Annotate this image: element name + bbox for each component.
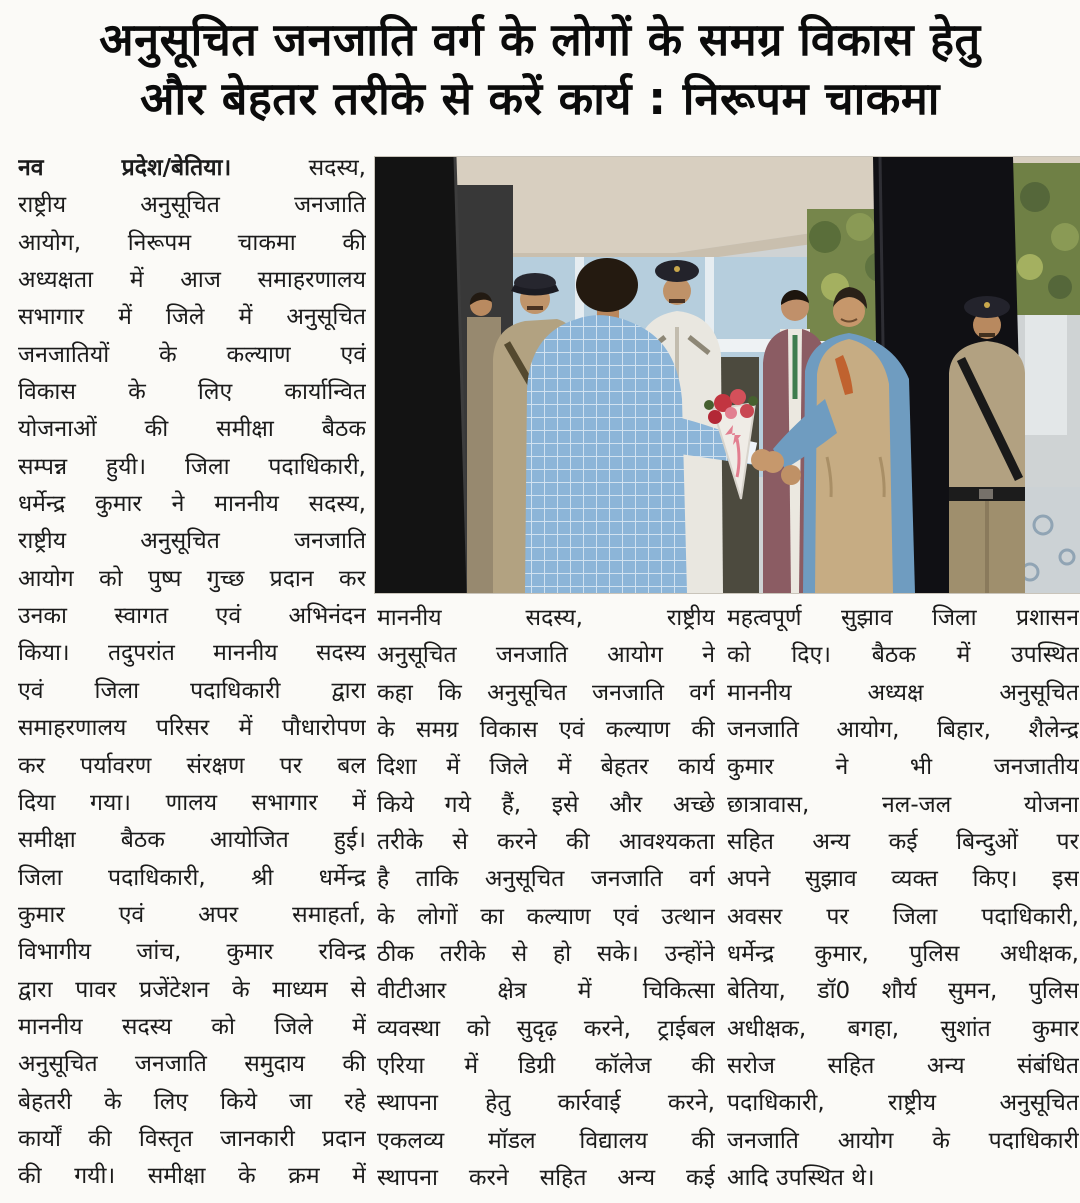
text-line: कुमार एवं अपर समाहर्ता, — [18, 901, 366, 928]
news-photo-illustration — [375, 157, 1080, 593]
text-line: किये गये हैं, इसे और अच्छे — [377, 791, 715, 818]
dateline-rest: सदस्य, — [231, 155, 366, 181]
text-line: अपने सुझाव व्यक्त किए। इस — [727, 866, 1079, 893]
text-line: आयोग, निरूपम चाकमा की — [18, 229, 366, 256]
text-line: है ताकि अनुसूचित जनजाति वर्ग — [377, 866, 715, 893]
text-line: कहा कि अनुसूचित जनजाति वर्ग — [377, 679, 715, 706]
text-line: के लोगों का कल्याण एवं उत्थान — [377, 903, 715, 930]
text-line: राष्ट्रीय अनुसूचित जनजाति — [18, 528, 366, 555]
article-column-right — [727, 600, 1079, 1198]
text-line: आदि उपस्थित थे। — [727, 1165, 875, 1192]
text-line: माननीय सदस्य, राष्ट्रीय — [377, 605, 715, 631]
headline-line-1: अनुसूचित जनजाति वर्ग के लोगों के समग्र विकास हेतु — [99, 13, 981, 66]
text-line: द्वारा पावर प्रजेंटेशन के माध्यम से — [18, 976, 366, 1003]
text-line: एरिया में डिग्री कॉलेज की — [377, 1053, 715, 1080]
photo-left-pillar — [375, 157, 468, 593]
photo-white-column — [1025, 315, 1067, 435]
text-line: माननीय अध्यक्ष अनुसूचित — [727, 679, 1079, 706]
text-line: एकलव्य मॉडल विद्यालय की — [377, 1127, 715, 1154]
text-line: आयोग को पुष्प गुच्छ प्रदान कर — [18, 565, 366, 592]
text-line: राष्ट्रीय अनुसूचित जनजाति — [18, 192, 366, 219]
text-line: किया। तदुपरांत माननीय सदस्य — [18, 640, 366, 667]
text-line: कर पर्यावरण संरक्षण पर बल — [18, 752, 366, 779]
text-line: अध्यक्षता में आज समाहरणालय — [18, 267, 366, 294]
text-line: को दिए। बैठक में उपस्थित — [727, 642, 1079, 669]
news-photo — [375, 157, 1080, 593]
article-headline — [0, 10, 1080, 128]
text-line: छात्रावास, नल-जल योजना — [727, 791, 1079, 818]
text-line: अनुसूचित जनजाति समुदाय की — [18, 1051, 366, 1078]
text-line: जनजाति आयोग के पदाधिकारी — [727, 1127, 1079, 1154]
text-line: व्यवस्था को सुदृढ़ करने, ट्राईबल — [377, 1015, 715, 1042]
text-line: कार्यों की विस्तृत जानकारी प्रदान — [18, 1125, 366, 1152]
text-line: योजनाओं की समीक्षा बैठक — [18, 416, 366, 443]
text-line: स्थापना करने सहित अन्य कई — [377, 1165, 715, 1192]
text-line: स्थापना हेतु कार्रवाई करने, — [377, 1090, 715, 1117]
text-line: सम्पन्न हुयी। जिला पदाधिकारी, — [18, 453, 366, 480]
text-line: तरीके से करने की आवश्यकता — [377, 829, 715, 856]
text-line: सभागार में जिले में अनुसूचित — [18, 304, 366, 331]
text-line: विकास के लिए कार्यान्वित — [18, 379, 366, 406]
text-line: सहित अन्य कई बिन्दुओं पर — [727, 829, 1079, 856]
text-line: जनजातियों के कल्याण एवं — [18, 341, 366, 368]
text-line: समीक्षा बैठक आयोजित हुई। — [18, 827, 366, 854]
text-line: दिशा में जिले में बेहतर कार्य — [377, 754, 715, 781]
text-line — [18, 150, 366, 187]
text-line: विभागीय जांच, कुमार रविन्द्र — [18, 939, 366, 966]
text-line: समाहरणालय परिसर में पौधारोपण — [18, 715, 366, 742]
text-line: जिला पदाधिकारी, श्री धर्मेन्द्र — [18, 864, 366, 891]
text-line: अवसर पर जिला पदाधिकारी, — [727, 903, 1079, 930]
text-line: वीटीआर क्षेत्र में चिकित्सा — [377, 978, 715, 1005]
article-column-middle — [377, 600, 715, 1198]
text-line: कुमार ने भी जनजातीय — [727, 754, 1079, 781]
text-line: महत्वपूर्ण सुझाव जिला प्रशासन — [727, 605, 1079, 631]
text-line: सरोज सहित अन्य संबंधित — [727, 1053, 1079, 1080]
text-line: दिया गया। णालय सभागार में — [18, 789, 366, 816]
text-line: एवं जिला पदाधिकारी द्वारा — [18, 677, 366, 704]
text-line: पदाधिकारी, राष्ट्रीय अनुसूचित — [727, 1090, 1079, 1117]
text-line: माननीय सदस्य को जिले में — [18, 1013, 366, 1040]
text-line: बेतिया, डॉ0 शौर्य सुमन, पुलिस — [727, 978, 1079, 1005]
headline-line-2: और बेहतर तरीके से करें कार्य : निरूपम चाकमा — [140, 72, 940, 125]
text-line: बेहतरी के लिए किये जा रहे — [18, 1088, 366, 1115]
text-line: उनका स्वागत एवं अभिनंदन — [18, 603, 366, 630]
text-line: धर्मेन्द्र कुमार ने माननीय सदस्य, — [18, 491, 366, 518]
article-column-left — [18, 150, 366, 1196]
text-line: अधीक्षक, बगहा, सुशांत कुमार — [727, 1015, 1079, 1042]
text-line: की गयी। समीक्षा के क्रम में — [18, 1163, 366, 1190]
text-line: धर्मेन्द्र कुमार, पुलिस अधीक्षक, — [727, 941, 1079, 968]
dateline-bold: नव प्रदेश/बेतिया। — [18, 155, 232, 181]
text-line: ठीक तरीके से हो सके। उन्होंने — [377, 941, 715, 968]
text-line: जनजाति आयोग, बिहार, शैलेन्द्र — [727, 717, 1079, 744]
text-line: अनुसूचित जनजाति आयोग ने — [377, 642, 715, 669]
text-line: के समग्र विकास एवं कल्याण की — [377, 717, 715, 744]
